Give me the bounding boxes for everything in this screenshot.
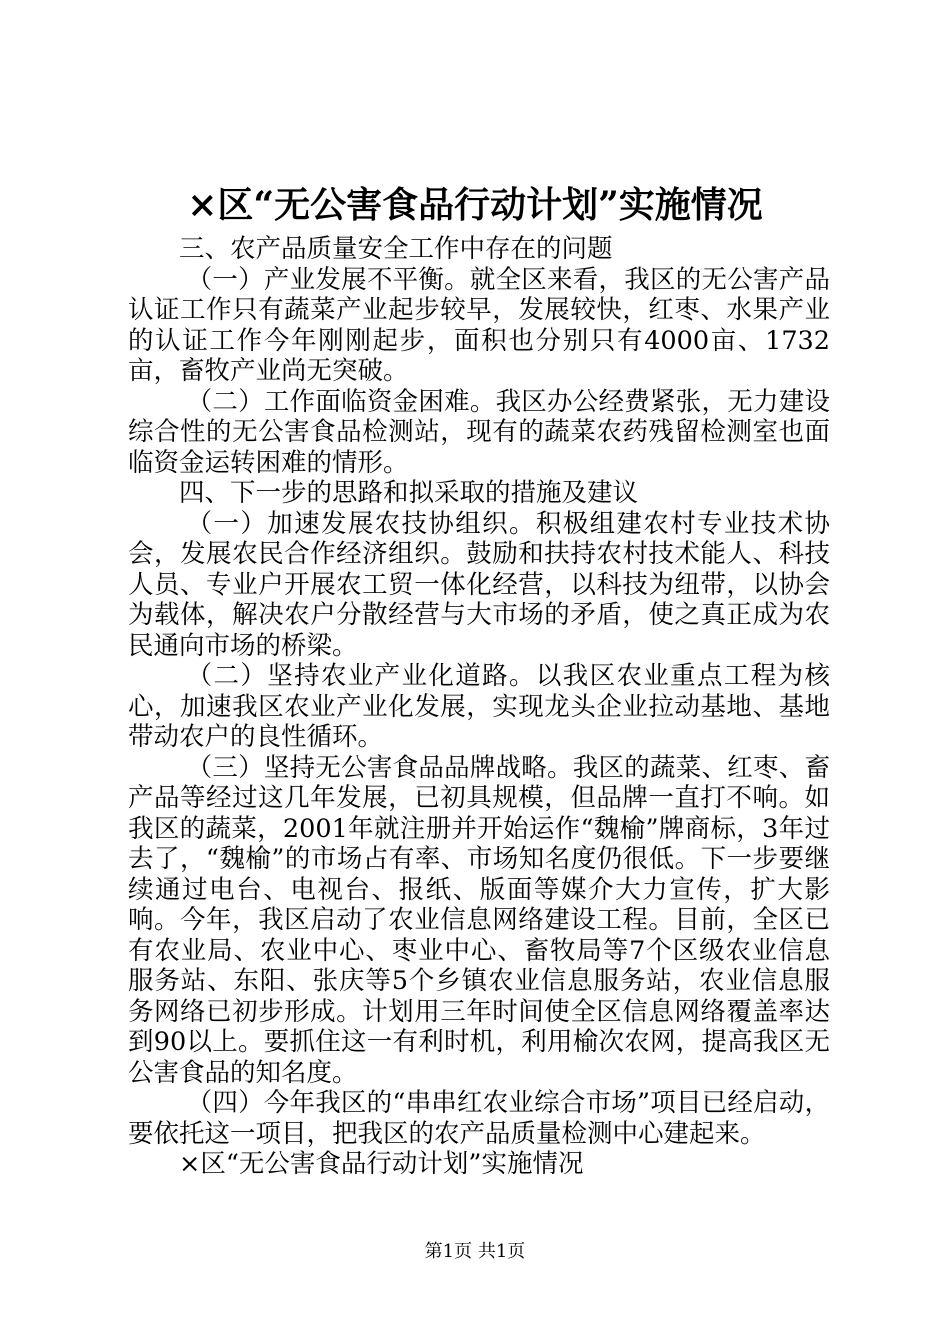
section-heading: 四、下一步的思路和拟采取的措施及建议 bbox=[179, 478, 639, 508]
paragraph: （二）工作面临资金困难。我区办公经费紧张，无力建设综合性的无公害食品检测站，现有的蔬菜农药残留检测室也面临资金运转困难的情形。 bbox=[128, 386, 830, 478]
document-title: ×区“无公害食品行动计划”实施情况 bbox=[187, 184, 763, 226]
paragraph: （一）加速发展农技协组织。积极组建农村专业技术协会，发展农民合作经济组织。鼓励和扶持农村技术能人、科技人员、专业户开展农工贸一体化经营，以科技为纽带，以协会为载体，解决农户分散经营与大市场的矛盾，使之真正成为农民通向市场的桥梁。 bbox=[128, 508, 830, 661]
document-body bbox=[128, 234, 830, 1180]
paragraph: （一）产业发展不平衡。就全区来看，我区的无公害产品认证工作只有蔬菜产业起步较早，发展较快，红枣、水果产业的认证工作今年刚刚起步，面积也分别只有4000亩、1732亩，畜牧产业尚无突破。 bbox=[128, 264, 830, 386]
page-footer: 第1页 共1页 bbox=[424, 1241, 526, 1262]
section-heading: 三、农产品质量安全工作中存在的问题 bbox=[179, 234, 613, 264]
closing-line: ×区“无公害食品行动计划”实施情况 bbox=[179, 1149, 584, 1179]
paragraph: （四）今年我区的“串串红农业综合市场”项目已经启动，要依托这一项目，把我区的农产品质量检测中心建起来。 bbox=[128, 1088, 830, 1149]
paragraph: （三）坚持无公害食品品牌战略。我区的蔬菜、红枣、畜产品等经过这几年发展，已初具规模，但品牌一直打不响。如我区的蔬菜，2001年就注册并开始运作“魏榆”牌商标，3年过去了，“魏榆”的市场占有率、市场知名度仍很低。下一步要继续通过电台、电视台、报纸、版面等媒介大力宣传，扩大影响。今年，我区启动了农业信息网络建设工程。目前，全区已有农业局、农业中心、枣业中心、畜牧局等7个区级农业信息服务站、东阳、张庆等5个乡镇农业信息服务站，农业信息服务网络已初步形成。计划用三年时间使全区信息网络覆盖率达到90以上。要抓住这一有利时机，利用榆次农网，提高我区无公害食品的知名度。 bbox=[128, 752, 830, 1088]
paragraph: （二）坚持农业产业化道路。以我区农业重点工程为核心，加速我区农业产业化发展，实现龙头企业拉动基地、基地带动农户的良性循环。 bbox=[128, 661, 830, 752]
